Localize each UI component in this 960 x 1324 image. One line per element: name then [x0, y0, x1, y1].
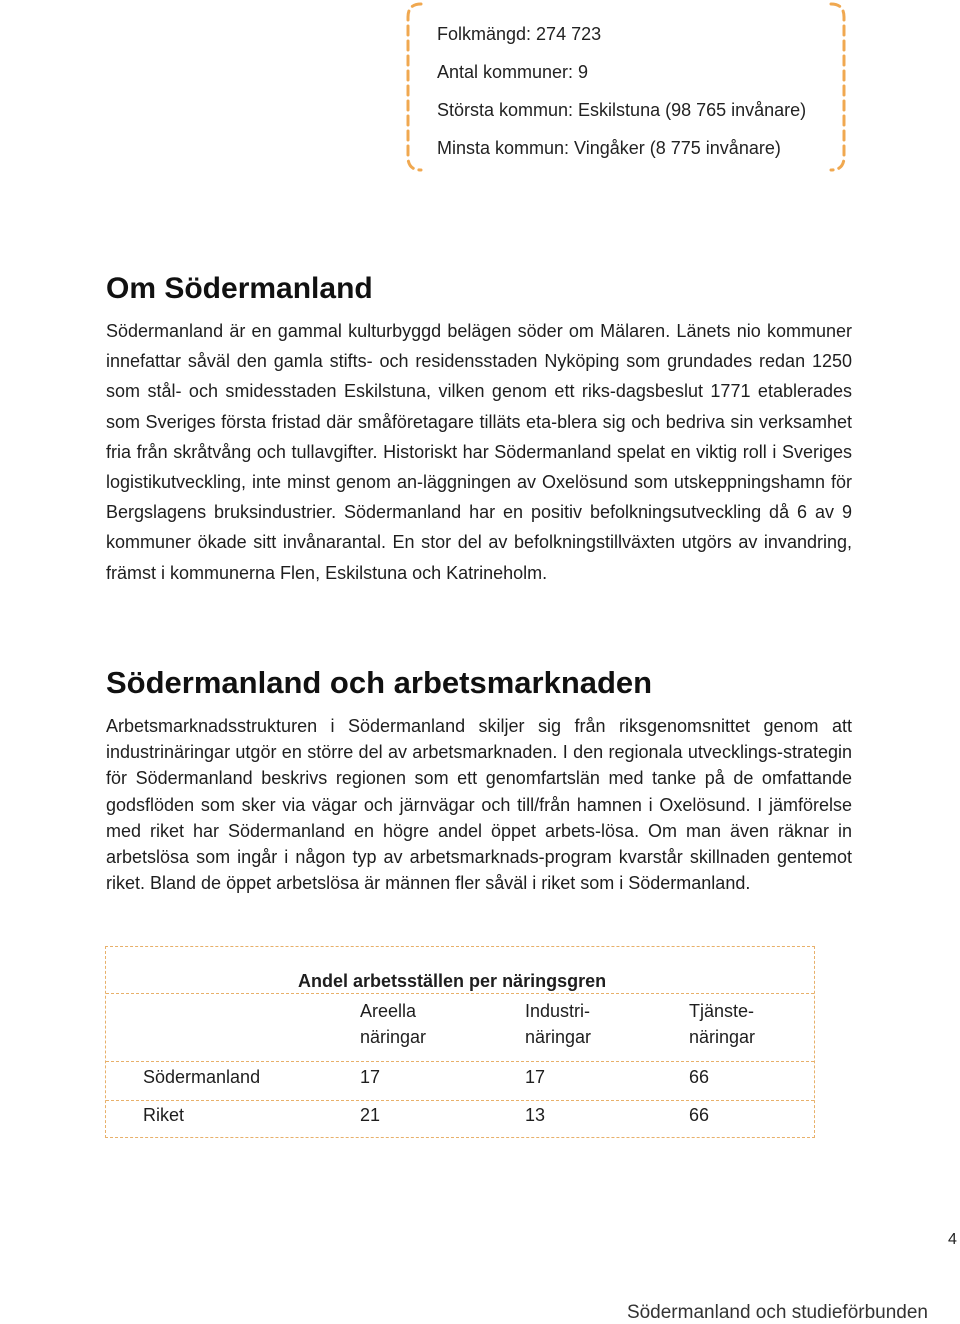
table-rule — [106, 1061, 814, 1062]
column-header-line: näringar — [525, 1027, 592, 1047]
column-header-line: näringar — [360, 1027, 427, 1047]
fact-population: Folkmängd: 274 723 — [437, 24, 602, 44]
paragraph-om-sodermanland: Södermanland är en gammal kulturbyggd belägen söder om Mälaren. Länets nio kommuner innefattar såväl den gamla stifts- och residensstaden Nyköping som grundades redan 1250 som stål- och smidesstaden Eskilstuna, vilken genom ett riks-dagsbeslut 1771 etablerades som Sveriges första fristad där småföretagare tilläts eta-blera sig och bedriva sin verksamhet fria från skråtvång och tullavgifter. Historiskt har Södermanland spelat en viktig roll i Sveriges logistikutveckling, inte minst genom an-läggningen av Oxelösund som utskeppningshamn för Bergslagens bruksindustrier. Södermanland har en positiv befolkningsutveckling då 6 av 9 kommuner ökade sitt invånarantal. En stor del av befolkningstillväxten utgörs av invandring, främst i kommunerna Flen, Eskilstuna och Katrineholm. — [106, 321, 852, 583]
table-cell: 17 — [525, 1067, 546, 1087]
facts-box — [405, 2, 847, 172]
column-header-line: Areella — [360, 1001, 417, 1021]
heading-arbetsmarknaden: Södermanland och arbetsmarknaden — [106, 665, 653, 700]
column-header-line: Industri- — [525, 1001, 591, 1021]
column-header-line: näringar — [689, 1027, 756, 1047]
table-cell: 13 — [525, 1105, 546, 1125]
table-cell: 66 — [689, 1067, 710, 1087]
column-header-tjanste — [689, 998, 755, 1050]
column-header-industri — [525, 998, 591, 1050]
heading-om-sodermanland: Om Södermanland — [106, 272, 373, 305]
table-title: Andel arbetsställen per näringsgren — [298, 971, 607, 991]
table-cell: 17 — [360, 1067, 381, 1087]
row-label-sodermanland: Södermanland — [143, 1067, 261, 1087]
fact-municipalities: Antal kommuner: 9 — [437, 62, 589, 82]
fact-smallest: Minsta kommun: Vingåker (8 775 invånare) — [437, 138, 781, 158]
footer-divider — [0, 1269, 960, 1275]
table-cell: 21 — [360, 1105, 381, 1125]
industry-table — [105, 946, 815, 1138]
fact-largest: Största kommun: Eskilstuna (98 765 invånare) — [437, 100, 807, 120]
row-label-riket: Riket — [143, 1105, 185, 1125]
footer-title: Södermanland och studieförbunden — [626, 1302, 928, 1323]
column-header-areella — [360, 998, 426, 1050]
table-cell: 66 — [689, 1105, 710, 1125]
page-number: 4 — [948, 1231, 957, 1248]
paragraph-arbetsmarknaden: Arbetsmarknadsstrukturen i Södermanland skiljer sig från riksgenomsnittet genom att industrinäringar utgör en större del av arbetsmarknaden. I den regionala utvecklings-strategin för Södermanland beskrivs regionen som ett genomfartslän med tanke på de omfattande godsflöden som sker via vägar och järnvägar och till/från hamnen i Oxelösund. I jämförelse med riket har Södermanland en högre andel öppet arbets-lösa. Om man även räknar in arbetslösa som ingår i någon typ av arbetsmarknads-program kvarstår skillnaden gentemot riket. Bland de öppet arbetslösa är männen fler såväl i riket som i Södermanland. — [106, 716, 852, 894]
table-rule — [106, 1100, 814, 1101]
column-header-line: Tjänste- — [689, 1001, 755, 1021]
